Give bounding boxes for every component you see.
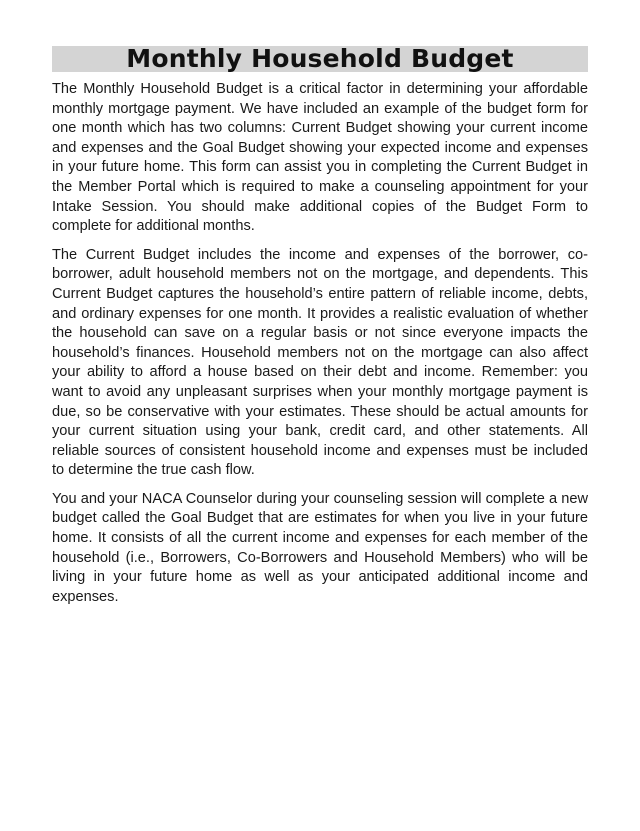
- title-banner: [52, 46, 588, 72]
- page-title: Monthly Household Budget: [126, 44, 514, 73]
- paragraph-intro: The Monthly Household Budget is a critical factor in determining your affordable monthly mortgage payment. We have included an example of the budget form for one month which has two columns: Current Budget showing your current income and expenses and the Goal Budget showing your expected income and expenses in your future home. This form can assist you in completing the Current Budget in the Member Portal which is required to make a counseling appointment for your Intake Session. You should make additional copies of the Budget Form to complete for additional months.: [52, 81, 588, 235]
- document-page: [52, 46, 588, 616]
- paragraph-goal-budget: You and your NACA Counselor during your counseling session will complete a new budget called the Goal Budget that are estimates for when you live in your future home. It consists of all the current income and expenses for each member of the household (i.e., Borrowers, Co-Borrowers and Household Members) who will be living in your future home as well as your anticipated additional income and expenses.: [52, 490, 588, 605]
- paragraph-current-budget: The Current Budget includes the income and expenses of the borrower, co-borrower, adult household members not on the mortgage, and dependents. This Current Budget captures the household’s entire pattern of reliable income, debts, and ordinary expenses for one month. It provides a realistic evaluation of whether the household can save on a regular basis or not since everyone impacts the household’s finances. Household members not on the mortgage can also affect your ability to afford a house based on their debt and income. Remember: you want to avoid any unpleasant surprises when your monthly mortgage payment is due, so be conservative with your estimates. These should be actual amounts for your current situation using your bank, credit card, and other statements. All reliable sources of consistent household income and expenses must be included to determine the true cash flow.: [52, 246, 588, 479]
